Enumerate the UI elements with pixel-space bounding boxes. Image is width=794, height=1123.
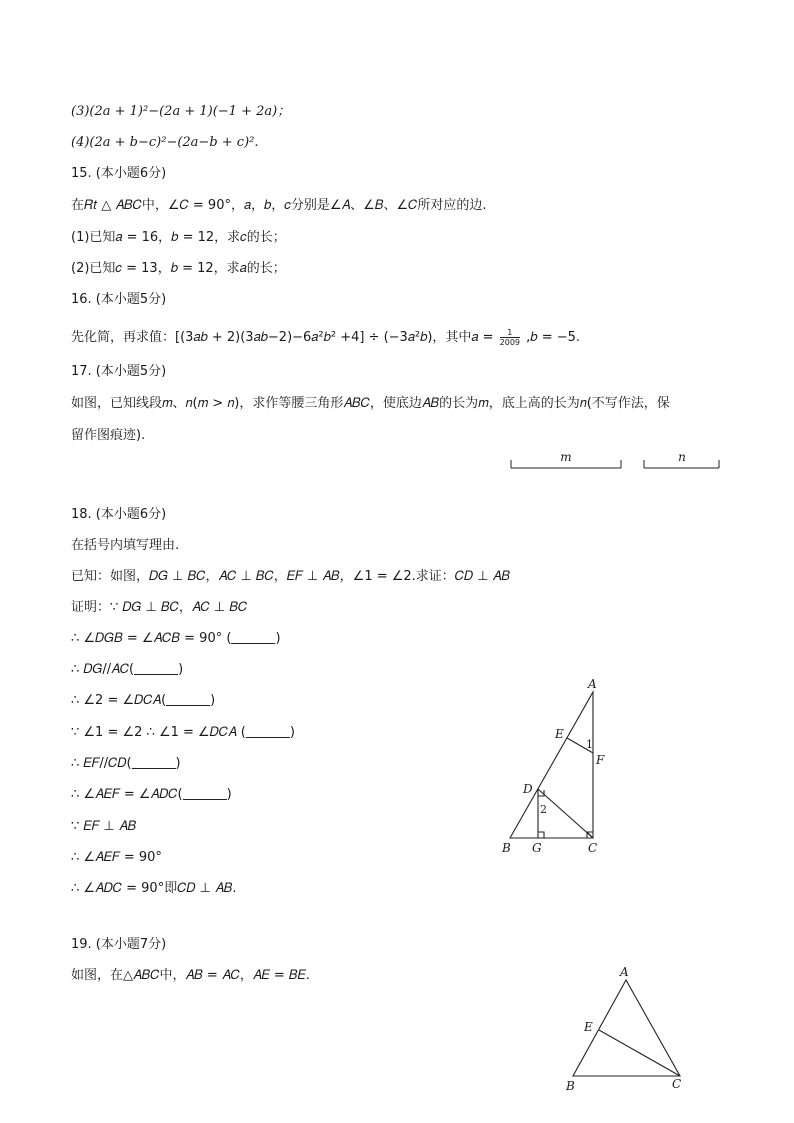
segment-m-label: m — [560, 450, 572, 464]
label-b: B — [566, 1079, 575, 1093]
label-a: A — [588, 677, 597, 691]
label-d: D — [523, 782, 533, 796]
q16-frac-den: 2009 — [499, 338, 521, 347]
proof-step: ∴ 𝐷𝐺//𝐴𝐶( ) — [71, 662, 184, 677]
q18-instruction: 在括号内填写理由. — [71, 538, 180, 553]
label-c: C — [672, 1077, 682, 1091]
q17-line1: 如图，已知线段𝑚、𝑛(𝑚 > 𝑛)，求作等腰三角形𝐴𝐵𝐶，使底边𝐴𝐵的长为𝑚，底上高的长为𝑛(不写作法，保 — [71, 396, 670, 411]
segment-ec — [599, 1030, 680, 1076]
q16-stem — [71, 328, 580, 347]
label-e: E — [555, 727, 564, 741]
proof-step: ∴ ∠𝐴𝐸𝐹 = 90° — [71, 850, 162, 865]
segment-m — [511, 450, 621, 468]
segment-n-label: n — [678, 450, 686, 464]
answer-blank[interactable] — [183, 787, 227, 800]
answer-blank[interactable] — [246, 725, 290, 738]
label-a: A — [620, 965, 629, 979]
q18-heading: 18. (本小题6分) — [71, 507, 167, 522]
q16-fraction — [500, 328, 520, 347]
q16-heading: 16. (本小题5分) — [71, 292, 167, 307]
q15-part2: (2)已知𝑐 = 13，𝑏 = 12，求𝑎的长； — [71, 261, 286, 276]
q14-part4: (4)(2𝑎 + 𝑏−𝑐)²−(2𝑎−𝑏 + 𝑐)². — [71, 135, 259, 150]
proof-step: ∴ ∠𝐴𝐷𝐶 = 90°即𝐶𝐷 ⊥ 𝐴𝐵. — [71, 881, 237, 896]
proof-step: ∴ ∠𝐷𝐺𝐵 = ∠𝐴𝐶𝐵 = 90° ( ) — [71, 631, 281, 646]
q15-heading: 15. (本小题6分) — [71, 166, 167, 181]
q17-segments-figure — [505, 446, 730, 476]
q17-heading: 17. (本小题5分) — [71, 364, 167, 379]
q16-stem-a: 先化简，再求值：[(3𝑎𝑏 + 2)(3𝑎𝑏−2)−6𝑎²𝑏² +4] ÷ (−3𝑎²𝑏)，其中𝑎 = — [71, 330, 494, 345]
q14-part3: (3)(2𝑎 + 1)²−(2𝑎 + 1)(−1 + 2𝑎)； — [71, 104, 291, 119]
q19-triangle-figure — [558, 962, 693, 1097]
segment-n — [644, 450, 719, 468]
answer-blank[interactable] — [231, 631, 275, 644]
proof-step: ∴ ∠2 = ∠𝐷𝐶𝐴( ) — [71, 693, 216, 708]
q15-stem: 在𝑅𝑡 △ 𝐴𝐵𝐶中，∠𝐶 = 90°，𝑎，𝑏，𝑐分别是∠𝐴、∠𝐵、∠𝐶所对应的边. — [71, 198, 487, 213]
q17-line2: 留作图痕迹). — [71, 428, 146, 443]
proof-step: ∴ ∠𝐴𝐸𝐹 = ∠𝐴𝐷𝐶( ) — [71, 787, 232, 802]
q16-stem-b: ,𝑏 = −5. — [526, 330, 581, 345]
right-angle-g — [538, 832, 544, 838]
label-c: C — [588, 841, 598, 855]
triangle-abc — [510, 692, 593, 838]
label-2: 2 — [540, 803, 547, 816]
proof-step: 证明：∵ 𝐷𝐺 ⊥ 𝐵𝐶，𝐴𝐶 ⊥ 𝐵𝐶 — [71, 600, 248, 615]
answer-blank[interactable] — [166, 693, 210, 706]
label-e: E — [584, 1020, 593, 1034]
label-g: G — [532, 841, 542, 855]
proof-step: ∵ ∠1 = ∠2 ∴ ∠1 = ∠𝐷𝐶𝐴 ( ) — [71, 725, 295, 740]
q16-frac-num: 1 — [500, 328, 520, 338]
proof-step: ∴ 𝐸𝐹//𝐶𝐷( ) — [71, 756, 181, 771]
proof-step: ∵ 𝐸𝐹 ⊥ 𝐴𝐵 — [71, 819, 137, 834]
q15-part1: (1)已知𝑎 = 16，𝑏 = 12，求𝑐的长； — [71, 230, 286, 245]
label-f: F — [596, 753, 605, 767]
q19-heading: 19. (本小题7分) — [71, 937, 167, 952]
answer-blank[interactable] — [134, 662, 178, 675]
q19-stem: 如图，在△𝐴𝐵𝐶中，𝐴𝐵 = 𝐴𝐶，𝐴𝐸 = 𝐵𝐸. — [71, 968, 310, 983]
label-b: B — [502, 841, 511, 855]
label-1: 1 — [586, 738, 593, 751]
q18-given: 已知：如图，𝐷𝐺 ⊥ 𝐵𝐶，𝐴𝐶 ⊥ 𝐵𝐶，𝐸𝐹 ⊥ 𝐴𝐵，∠1 = ∠2.求证：𝐶𝐷 ⊥ 𝐴𝐵 — [71, 569, 510, 584]
q18-triangle-figure — [495, 672, 615, 862]
answer-blank[interactable] — [132, 756, 176, 769]
